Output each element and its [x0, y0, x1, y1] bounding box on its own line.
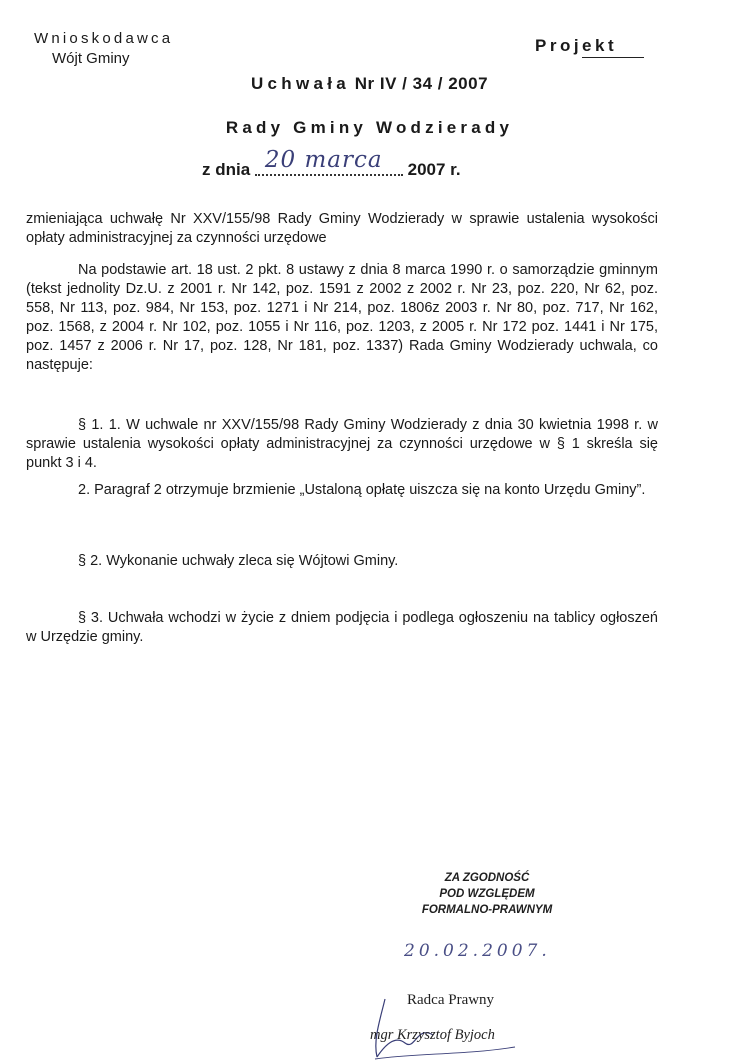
resolution-title: [0, 74, 739, 94]
date-dotted-line: [255, 174, 403, 176]
section-3-text: § 3. Uchwała wchodzi w życie z dniem podjęcia i podlega ogłoszeniu na tablicy ogłoszeń w Urzędzie gminy.: [26, 610, 658, 645]
date-blank: [255, 147, 403, 175]
signer-name: mgr Krzysztof Byjoch: [370, 1027, 495, 1043]
stamp-line-3: FORMALNO-PRAWNYM: [421, 904, 553, 916]
stamp-handwritten-date: 20.02.2007.: [404, 941, 551, 961]
resolution-number: Nr IV / 34 / 2007: [354, 74, 489, 93]
legal-basis: [26, 261, 658, 375]
signer-role: Radca Prawny: [407, 992, 495, 1008]
resolution-subject: zmieniająca uchwałę Nr XXV/155/98 Rady Gminy Wodzierady w sprawie ustalenia wysokości opłaty administracyjnej za czynności urzędowe: [26, 211, 658, 246]
section-1-point-2-text: 2. Paragraf 2 otrzymuje brzmienie „Ustaloną opłatę uiszcza się na konto Urzędu Gminy”.: [78, 482, 646, 498]
section-3: [26, 609, 658, 647]
section-2-text: § 2. Wykonanie uchwały zleca się Wójtowi Gminy.: [78, 553, 399, 569]
stamp-line-1: ZA ZGODNOŚĆ: [444, 872, 530, 884]
legal-approval-stamp: [392, 870, 582, 918]
handwritten-date: 20 marca: [264, 147, 383, 173]
section-1-point-1-text: § 1. 1. W uchwale nr XXV/155/98 Rady Gminy Wodzierady z dnia 30 kwietnia 1998 r. w sprawie ustalenia wysokości opłaty administracyjnej za czynności urzędowe w § 1 skreśla się punkt 3 i 4.: [26, 417, 658, 471]
resolution-date: [202, 147, 461, 180]
draft-underline: [582, 57, 644, 58]
applicant-label: Wnioskodawca: [34, 30, 174, 47]
section-2: [26, 552, 658, 571]
applicant-name: Wójt Gminy: [52, 50, 130, 67]
legal-basis-text: Na podstawie art. 18 ust. 2 pkt. 8 ustawy z dnia 8 marca 1990 r. o samorządzie gminnym (tekst jednolity Dz.U. z 2001 r. Nr 142, poz. 1591 z 2002 z 2002 r. Nr 23, poz. 220, Nr 62, poz. 558, Nr 113, poz. 984, Nr 153, poz. 1271 i Nr 214, poz. 1806z 2003 r. Nr 80, poz. 717, Nr 162, poz. 1568, z 2004 r. Nr 102, poz. 1055 i Nr 116, poz. 1203, z 2005 r. Nr 172 poz. 1441 i Nr 175, poz. 1457 z 2006 r. Nr 17, poz. 128, Nr 181, poz. 1337) Rada Gminy Wodzierady uchwala, co następuje:: [26, 262, 658, 373]
section-1-point-1: [26, 416, 658, 473]
resolution-word: Uchwała: [250, 74, 351, 93]
date-suffix: 2007 r.: [407, 160, 461, 179]
draft-mark: Projekt: [535, 36, 618, 55]
section-1-point-2: [26, 481, 658, 500]
date-prefix: z dnia: [202, 160, 251, 179]
council-name: Rady Gminy Wodzierady: [225, 118, 514, 137]
stamp-line-2: POD WZGLĘDEM: [439, 888, 535, 900]
